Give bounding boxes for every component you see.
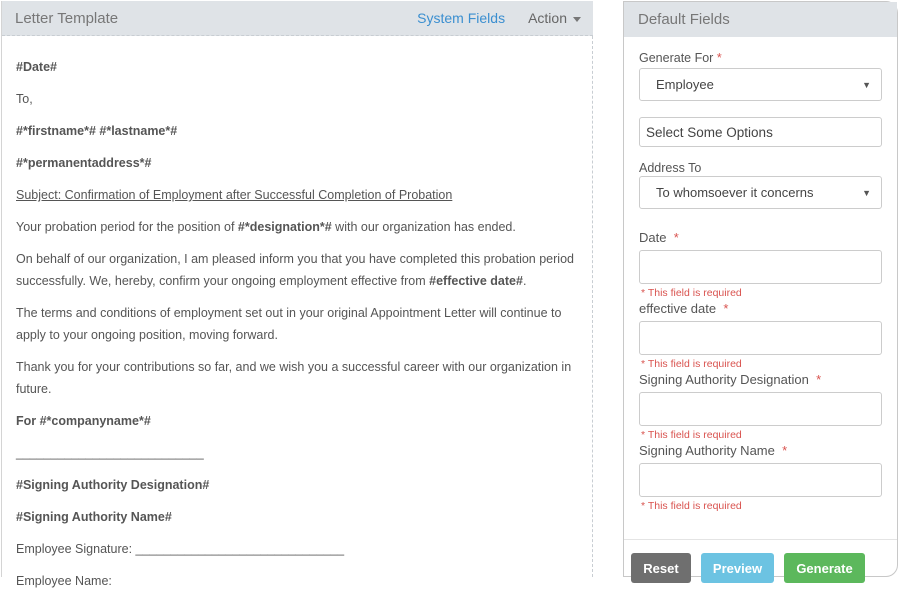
signing-designation-error: * This field is required	[641, 429, 742, 441]
address-to-select[interactable]: To whomsoever it concerns ▼	[639, 176, 882, 209]
signing-name-input[interactable]	[639, 463, 882, 497]
effective-date-input[interactable]	[639, 321, 882, 355]
effective-date-error: * This field is required	[641, 358, 742, 370]
letter-employee-signature: Employee Signature: ______________________________	[16, 542, 345, 556]
effective-date-label: effective date *	[639, 301, 729, 316]
generate-for-label: Generate For *	[639, 51, 722, 65]
letter-to: To,	[16, 92, 33, 106]
preview-button[interactable]: Preview	[701, 553, 774, 583]
letter-sign-designation: #Signing Authority Designation#	[16, 478, 210, 492]
dropdown-arrow-icon: ▼	[862, 79, 871, 90]
letter-for-company: For #*companyname*#	[16, 414, 151, 428]
date-input[interactable]	[639, 250, 882, 284]
letter-body[interactable]	[2, 36, 593, 588]
form-footer	[624, 540, 899, 580]
default-fields-panel	[623, 1, 898, 577]
letter-paragraph-3: The terms and conditions of employment set out in your original Appointment Letter will continue to apply to your ongoing position, moving forward.	[16, 306, 562, 342]
system-fields-link[interactable]: System Fields	[417, 10, 506, 26]
letter-sign-name: #Signing Authority Name#	[16, 510, 172, 524]
generate-button[interactable]: Generate	[784, 553, 865, 583]
address-to-label: Address To	[639, 161, 702, 175]
date-label: Date *	[639, 230, 679, 245]
dropdown-arrow-icon: ▼	[862, 187, 871, 198]
letter-name: #*firstname*# #*lastname*#	[16, 124, 178, 138]
signing-name-error: * This field is required	[641, 500, 742, 512]
date-error: * This field is required	[641, 287, 742, 299]
letter-paragraph-1: Your probation period for the position of #*designation*# with our organization has ended.	[16, 220, 516, 234]
signing-designation-label: Signing Authority Designation *	[639, 372, 822, 387]
generate-for-select[interactable]: Employee ▼	[639, 68, 882, 101]
caret-down-icon	[573, 17, 581, 22]
letter-template-panel	[1, 1, 593, 588]
signing-name-label: Signing Authority Name *	[639, 443, 788, 458]
default-fields-title: Default Fields	[624, 2, 897, 37]
multi-select-input[interactable]: Select Some Options	[639, 117, 882, 147]
letter-address: #*permanentaddress*#	[16, 156, 152, 170]
letter-template-header	[2, 1, 593, 36]
letter-subject: Subject: Confirmation of Employment after Successful Completion of Probation	[16, 188, 453, 202]
letter-employee-name: Employee Name:	[16, 574, 112, 588]
letter-sign-line: ___________________________	[16, 446, 204, 460]
action-label: Action	[528, 10, 567, 26]
letter-date: #Date#	[16, 60, 57, 74]
action-dropdown[interactable]	[528, 10, 581, 26]
signing-designation-input[interactable]	[639, 392, 882, 426]
panel-title: Letter Template	[15, 9, 119, 27]
reset-button[interactable]: Reset	[631, 553, 691, 583]
letter-paragraph-2: On behalf of our organization, I am pleased inform you that you have completed this probation period successfully. We, hereby, confirm your ongoing employment effective from #effective date#.	[16, 252, 574, 288]
default-fields-form	[624, 37, 897, 540]
letter-paragraph-4: Thank you for your contributions so far, and we wish you a successful career with our organization in future.	[16, 360, 572, 396]
